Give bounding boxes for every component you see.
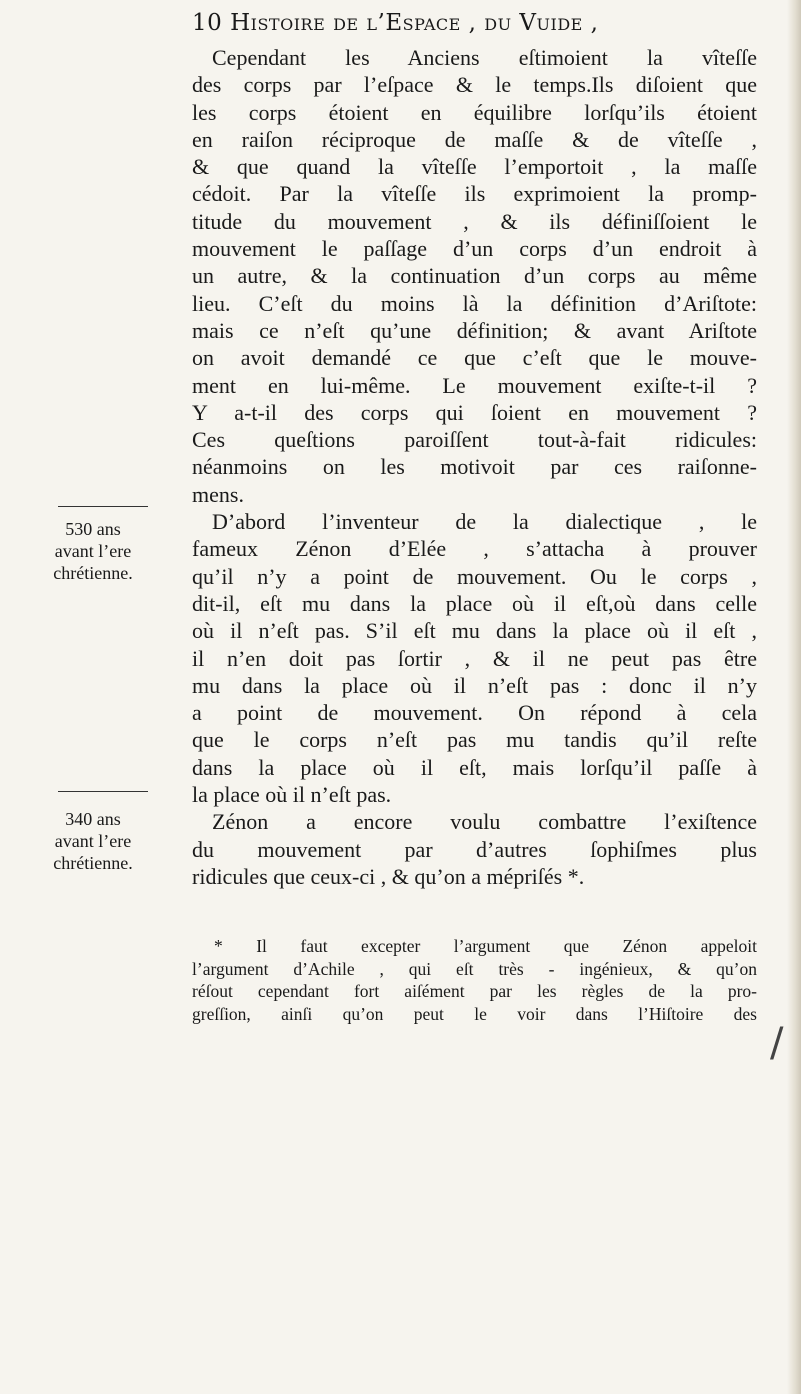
margin-rule-top bbox=[58, 506, 148, 507]
text-line: fameux Zénon d’Elée , s’attacha à prouver bbox=[192, 536, 757, 562]
text-line: ridicules que ceux-ci , & qu’on a mépriſés *. bbox=[192, 863, 585, 889]
footnote-line: * Il faut excepter l’argument que Zénon appeloit bbox=[214, 936, 757, 956]
text-line: titude du mouvement , & ils définiſſoient le bbox=[192, 208, 757, 234]
text-line: Y a-t-il des corps qui ſoient en mouvement ? bbox=[192, 399, 757, 425]
margin-note-line: 530 ans bbox=[65, 519, 121, 539]
text-line: il n’en doit pas ſortir , & il ne peut pas être bbox=[192, 645, 757, 671]
text-line: néanmoins on les motivoit par ces raiſonne- bbox=[192, 454, 757, 480]
stray-mark: / bbox=[770, 1020, 784, 1066]
text-line: Cependant les Anciens eſtimoient la vîteſſe bbox=[212, 45, 757, 70]
text-line: que le corps n’eſt pas mu tandis qu’il reſte bbox=[192, 727, 757, 753]
text-line: mu dans la place où il n’eſt pas : donc il n’y bbox=[192, 672, 757, 698]
text-line: qu’il n’y a point de mouvement. Ou le corps , bbox=[192, 563, 757, 589]
page-number: 10 bbox=[192, 10, 223, 36]
margin-note-line: chrétienne. bbox=[53, 853, 133, 873]
footnote-line: réſout cependant fort aiſément par les règles de la pro- bbox=[192, 981, 757, 1001]
text-line: & que quand la vîteſſe l’emportoit , la maſſe bbox=[192, 154, 757, 180]
footnote-line: greſſion, ainſi qu’on peut le voir dans l’Hiſtoire des bbox=[192, 1003, 757, 1024]
text-line: du mouvement par d’autres ſophiſmes plus bbox=[192, 836, 757, 862]
text-line: des corps par l’eſpace & le temps.Ils diſoient que bbox=[192, 72, 757, 98]
running-title: Histoire de l’Espace , du Vuide , bbox=[230, 10, 599, 36]
margin-note-line: avant l’ere bbox=[54, 541, 132, 561]
text-line: en raiſon réciproque de maſſe & de vîteſſe , bbox=[192, 126, 757, 152]
text-line: on avoit demandé ce que c’eſt que le mouve- bbox=[192, 345, 757, 371]
main-text bbox=[192, 44, 757, 890]
margin-note-line: avant l’ere bbox=[54, 831, 132, 851]
margin-note-line: chrétienne. bbox=[53, 563, 133, 583]
text-line: Ces queſtions paroiſſent tout-à-fait ridicules: bbox=[192, 427, 757, 453]
text-line: cédoit. Par la vîteſſe ils exprimoient la promp- bbox=[192, 181, 757, 207]
text-line: a point de mouvement. On répond à cela bbox=[192, 700, 757, 726]
text-line: Zénon a encore voulu combattre l’exiſtence bbox=[212, 809, 757, 835]
margin-note-line: 340 ans bbox=[65, 809, 121, 829]
text-line: D’abord l’inventeur de la dialectique , le bbox=[212, 509, 757, 535]
margin-rule-bottom bbox=[58, 791, 148, 792]
footnote bbox=[192, 935, 757, 1025]
margin-note-date-2 bbox=[28, 808, 158, 874]
text-line: les corps étoient en équilibre lorſqu’ils étoient bbox=[192, 99, 757, 125]
text-line: lieu. C’eſt du moins là la définition d’Ariſtote: bbox=[192, 290, 757, 316]
text-line: mais ce n’eſt qu’une définition; & avant Ariſtote bbox=[192, 317, 757, 343]
margin-note-date-1 bbox=[28, 518, 158, 584]
page-edge-shadow bbox=[787, 0, 801, 1394]
text-line: mens. bbox=[192, 481, 244, 507]
text-line: ment en lui-même. Le mouvement exiſte-t-il ? bbox=[192, 372, 757, 398]
text-line: la place où il n’eſt pas. bbox=[192, 782, 392, 808]
running-header bbox=[192, 10, 752, 36]
text-line: mouvement le paſſage d’un corps d’un endroit à bbox=[192, 236, 757, 262]
footnote-line: l’argument d’Achile , qui eſt très - ingénieux, & qu’on bbox=[192, 958, 757, 979]
text-line: un autre, & la continuation d’un corps au même bbox=[192, 263, 757, 289]
text-line: où il n’eſt pas. S’il eſt mu dans la place où il eſt , bbox=[192, 618, 757, 644]
text-line: dans la place où il eſt, mais lorſqu’il paſſe à bbox=[192, 754, 757, 780]
text-line: dit-il, eſt mu dans la place où il eſt,où dans celle bbox=[192, 590, 757, 616]
